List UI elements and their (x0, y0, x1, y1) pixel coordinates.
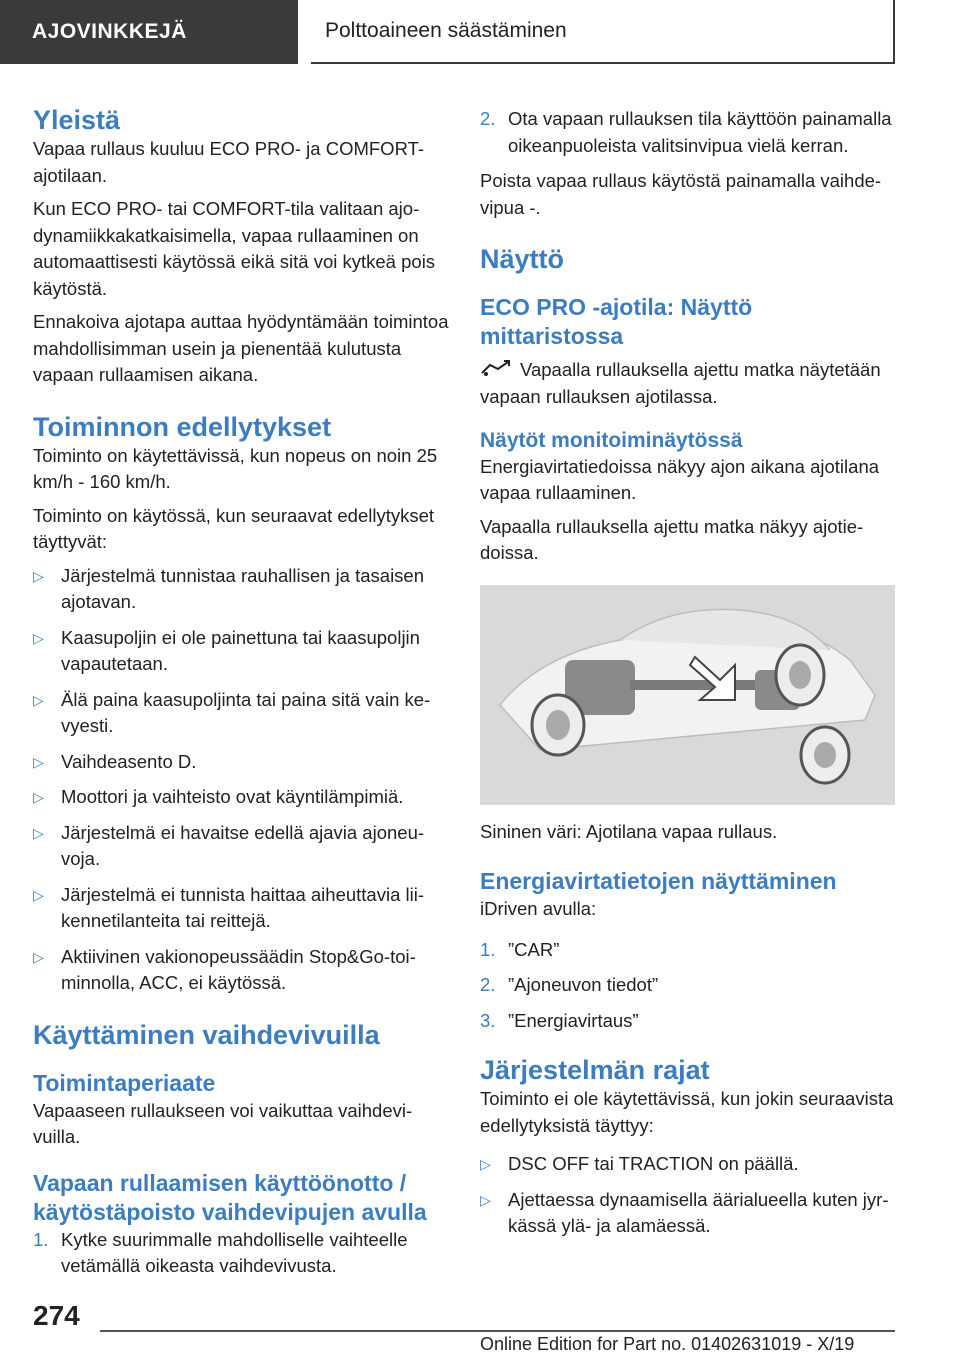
paragraph: Vapaalla rullauksella ajettu matka näkyy ajotiedoissa. (480, 515, 864, 564)
list-item: 3. ”Energiavirtaus” (480, 1009, 639, 1031)
conditions-list (33, 563, 451, 997)
page-number: 274 (33, 1300, 80, 1331)
coasting-icon (480, 358, 512, 385)
list-item: ▷ Järjestelmä ei tunnista haittaa aiheuttavia liikennetilanteita tai reittejä. (33, 883, 425, 931)
page-header (0, 0, 960, 66)
list-item: 2. ”Ajoneuvon tiedot” (480, 974, 659, 996)
paragraph: Toiminto on käytettävissä, kun nopeus on noin 25 km/h - 160 km/h. (33, 444, 438, 492)
steps-list (33, 1227, 451, 1280)
paragraph: Toiminto ei ole käytettävissä, kun jokin seuraavista edellytyksistä täyttyy: (480, 1088, 894, 1136)
footer-divider (100, 1330, 895, 1332)
car-drivetrain-illustration (480, 585, 895, 805)
list-item: 1. ”CAR” (480, 938, 560, 960)
list-item: ▷ Järjestelmä tunnistaa rauhallisen ja tasaisen ajotavan. (33, 564, 425, 612)
right-column (480, 106, 898, 1249)
heading-energiavirta: Energiavirtatietojen näyttäminen (480, 868, 837, 895)
heading-kayttoonotto: Vapaan rullaamisen käyttöönotto / käytöstäpoisto vaihdevipujen avulla (33, 1169, 427, 1225)
list-item: ▷ Älä paina kaasupoljinta tai paina sitä vain kevyesti. (33, 688, 431, 736)
list-item: ▷ Järjestelmä ei havaitse edellä ajavia ajoneuvoja. (33, 821, 425, 869)
bullet-triangle-icon: ▷ (33, 824, 44, 841)
bullet-triangle-icon: ▷ (33, 691, 44, 708)
bullet-triangle-icon: ▷ (480, 1156, 491, 1173)
bullet-triangle-icon: ▷ (33, 886, 44, 903)
paragraph: Vapaa rullaus kuuluu ECO PRO- ja COMFORT-ajotilaan. (33, 138, 425, 186)
list-item: 1. Kytke suurimmalle mahdolliselle vaihteelle vetämällä oikeasta vaihdevivusta. (33, 1228, 408, 1276)
paragraph: Vapaalla rullauksella ajettu matka näytetään vapaan rullauksen ajotilassa. (480, 359, 881, 408)
paragraph: Kun ECO PRO- tai COMFORT-tila valitaan ajodynamiikkakatkaisimella, vapaa rullaaminen on automaattisesti käytössä eikä sitä voi kytkeä pois käytöstä. (33, 198, 436, 299)
heading-monitoiminaytto: Näytöt monitoiminäytössä (480, 428, 743, 452)
list-item: ▷ Ajettaessa dynaamisella äärialueella kuten jyrkässä ylä- ja alamäessä. (480, 1188, 889, 1237)
list-item: ▷ Aktiivinen vakionopeussäädin Stop&Go-toiminnolla, ACC, ei käytössä. (33, 945, 416, 993)
list-item: 2. Ota vapaan rullauksen tila käyttöön painamalla oikeanpuoleista valitsinvipua vielä kerran. (480, 108, 892, 156)
list-item: ▷ DSC OFF tai TRACTION on päällä. (480, 1151, 898, 1178)
left-column (33, 104, 451, 1289)
edition-note: Online Edition for Part no. 01402631019 - X/19 (480, 1334, 855, 1354)
figure-caption: Sininen väri: Ajotilana vapaa rullaus. (480, 820, 778, 842)
heading-yleista: Yleistä (33, 105, 121, 135)
bullet-triangle-icon: ▷ (33, 629, 44, 646)
bullet-triangle-icon: ▷ (33, 948, 44, 965)
paragraph: iDriven avulla: (480, 898, 597, 920)
heading-naytto: Näyttö (480, 244, 565, 274)
heading-edellytykset: Toiminnon edellytykset (33, 411, 332, 442)
bullet-triangle-icon: ▷ (33, 567, 44, 584)
list-item: ▷ Kaasupoljin ei ole painettuna tai kaasupoljin vapautetaan. (33, 626, 420, 674)
paragraph: Poista vapaa rullaus käytöstä painamalla vaihdevipua -. (480, 170, 882, 218)
heading-toimintaperiaate: Toimintaperiaate (33, 1069, 216, 1096)
paragraph: Energiavirtatiedoissa näkyy ajon aikana ajotilana vapaa rullaaminen. (480, 455, 880, 504)
heading-eco-pro: ECO PRO -ajotila: Näyttö mittaristossa (480, 294, 753, 349)
paragraph: Toiminto on käytössä, kun seuraavat edellytykset täyttyvät: (33, 504, 435, 552)
bullet-triangle-icon: ▷ (33, 753, 44, 770)
bullet-triangle-icon: ▷ (480, 1191, 491, 1208)
heading-rajat: Järjestelmän rajat (480, 1055, 710, 1086)
paragraph: Ennakoiva ajotapa auttaa hyödyntämään toimintoa mahdollisimman usein ja pienentää kulutusta vapaan rullaamisen aikana. (33, 311, 449, 385)
idrive-steps (480, 937, 898, 1035)
bullet-triangle-icon: ▷ (33, 789, 44, 805)
section-tab[interactable]: Polttoaineen säästäminen (311, 0, 895, 64)
limits-list (480, 1151, 898, 1240)
heading-kayttaminen: Käyttäminen vaihdevivuilla (33, 1019, 380, 1050)
chapter-tab[interactable]: AJOVINKKEJÄ (0, 0, 298, 64)
steps-list-continued (480, 106, 898, 159)
list-item: ▷ Moottori ja vaihteisto ovat käyntilämpimiä. (33, 784, 451, 811)
paragraph: Vapaaseen rullaukseen voi vaikuttaa vaihdevivuilla. (33, 1099, 413, 1147)
list-item: ▷ Vaihdeasento D. (33, 749, 451, 776)
